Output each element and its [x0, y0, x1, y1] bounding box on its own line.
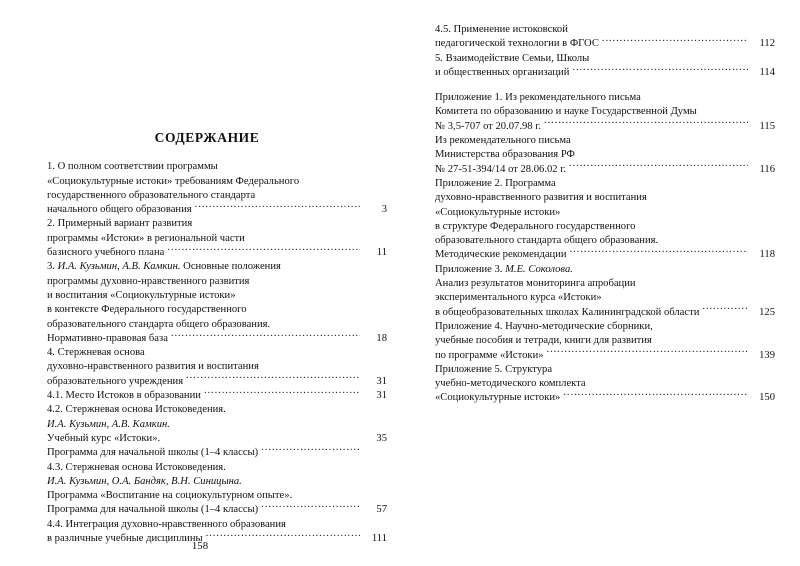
toc-line: [435, 262, 775, 276]
toc-entry-text: Приложение 1. Из рекомендательного письма: [435, 92, 641, 104]
toc-line: [435, 133, 775, 147]
toc-line: [47, 216, 387, 230]
toc-line: [435, 276, 775, 290]
dot-leader: [605, 290, 748, 300]
toc-line: [435, 51, 775, 65]
toc-entry-text: Анализ результатов мониторинга апробации: [435, 278, 636, 290]
dot-leader: [589, 376, 748, 386]
dot-leader: [555, 362, 748, 372]
toc-line: [47, 274, 387, 288]
toc-line: [47, 302, 387, 316]
toc-entry-text: № 27-51-394/14 от 28.06.02 г.: [435, 163, 567, 175]
dot-leader: [639, 276, 748, 286]
toc-entry-text: образовательного стандарта общего образования.: [435, 235, 659, 247]
toc-author-name: И.А. Кузьмин, О.А. Бандяк, В.Н. Синицына.: [47, 475, 242, 487]
toc-entry-text: Программа для начальной школы (1–4 классы): [47, 504, 259, 516]
toc-entry-text: Из рекомендательного письма: [435, 135, 571, 147]
toc-entry-text: учебно-методического комплекта: [435, 378, 586, 390]
toc-line: [47, 417, 387, 431]
page-number: 18: [376, 332, 387, 344]
dot-leader: [644, 90, 748, 100]
dot-leader: [229, 402, 360, 412]
toc-entry-text: в различные учебные дисциплины: [47, 533, 203, 545]
dot-leader: [302, 174, 360, 184]
dot-leader: [258, 188, 360, 198]
toc-entry-text: 4.2. Стержневая основа Истоковедения.: [47, 404, 226, 416]
dot-leader: [245, 474, 360, 484]
toc-entry-text: Приложение 3. М.Е. Соколова.: [435, 263, 573, 275]
toc-entry[interactable]: [435, 133, 775, 176]
dot-leader: [572, 65, 748, 75]
dot-leader: [700, 104, 748, 114]
dot-leader: [261, 502, 360, 512]
toc-entry-text: образовательного стандарта общего образования.: [47, 318, 271, 330]
toc-line: [435, 90, 775, 104]
dot-leader: [661, 233, 748, 243]
dot-leader: [261, 445, 360, 455]
toc-entry-text: базисного учебного плана: [47, 247, 165, 259]
toc-line: [47, 174, 387, 188]
toc-entry-text: начального общего образования: [47, 204, 192, 216]
toc-line: [435, 190, 775, 204]
toc-entry-text: образовательного учреждения: [47, 375, 184, 387]
toc-line: [435, 376, 775, 390]
toc-entry-text: Министерства образования РФ: [435, 149, 575, 161]
toc-entry-text: духовно-нравственного развития и воспитания: [435, 192, 647, 204]
dot-leader: [171, 331, 360, 341]
dot-leader: [578, 147, 748, 157]
toc-line: [47, 359, 387, 373]
toc-entry[interactable]: [47, 259, 387, 345]
toc-line: [435, 305, 775, 319]
toc-entry-text: педагогической технологии в ФГОС: [435, 38, 599, 50]
page-number: 116: [759, 163, 775, 175]
toc-line: [435, 147, 775, 161]
toc-line: [435, 119, 775, 133]
toc-line: [435, 233, 775, 247]
toc-line: [47, 388, 387, 402]
toc-line: [47, 445, 387, 459]
toc-left-entries: [47, 159, 387, 545]
dot-leader: [273, 317, 360, 327]
toc-line: [47, 202, 387, 216]
dot-leader: [250, 302, 360, 312]
dot-leader: [547, 348, 748, 358]
toc-line: [435, 247, 775, 261]
toc-right-column: [435, 22, 775, 405]
page-number: 11: [376, 247, 387, 259]
dot-leader: [148, 345, 360, 355]
toc-line: [47, 488, 387, 502]
toc-line: [47, 288, 387, 302]
toc-line: [435, 348, 775, 362]
toc-entry[interactable]: [435, 176, 775, 262]
toc-right-entries: [435, 22, 775, 405]
toc-entry-text: 4.1. Место Истоков в образовании: [47, 390, 201, 402]
dot-leader: [574, 133, 748, 143]
toc-entry[interactable]: [47, 216, 387, 259]
dot-leader: [576, 262, 748, 272]
toc-entry-text: 4. Стержневая основа: [47, 347, 145, 359]
toc-entry[interactable]: [435, 22, 775, 51]
toc-entry-text: экспериментального курса «Истоки»: [435, 292, 602, 304]
toc-line: [435, 36, 775, 50]
page-number: 118: [759, 249, 775, 261]
toc-entry-text: Программа для начальной школы (1–4 классы): [47, 447, 259, 459]
toc-entry-text: программы «Истоки» в региональной части: [47, 232, 245, 244]
toc-line: [47, 245, 387, 259]
toc-entry-text: государственного образовательного стандарта: [47, 189, 256, 201]
toc-entry-text: Приложение 2. Программа: [435, 177, 556, 189]
toc-entry[interactable]: [47, 159, 387, 216]
toc-line: [47, 231, 387, 245]
page-number: 125: [759, 306, 775, 318]
dot-leader: [195, 216, 360, 226]
toc-line: [435, 104, 775, 118]
toc-entry[interactable]: [435, 319, 775, 362]
dot-leader: [563, 390, 748, 400]
page-folio: 158: [191, 540, 209, 552]
toc-line: [47, 460, 387, 474]
toc-left-column: [47, 130, 387, 545]
toc-entry-text: 3. И.А. Кузьмин, А.В. Камкин. Основные положения: [47, 261, 281, 273]
page-number: 31: [376, 375, 387, 387]
toc-entry-text: Приложение 4. Научно-методические сборники,: [435, 320, 653, 332]
toc-entry-text: учебные пособия и тетради, книги для развития: [435, 335, 652, 347]
toc-entry-text: 1. О полном соответствии программы: [47, 161, 218, 173]
toc-line: [435, 319, 775, 333]
toc-entry[interactable]: [435, 262, 775, 319]
dot-leader: [289, 517, 360, 527]
toc-line: [435, 290, 775, 304]
toc-entry-text: в контексте Федерального государственного: [47, 304, 247, 316]
toc-entry-text: 4.4. Интеграция духовно-нравственного образования: [47, 518, 286, 530]
dot-leader: [204, 388, 360, 398]
dot-leader: [655, 333, 748, 343]
dot-leader: [569, 162, 748, 172]
toc-line: [47, 517, 387, 531]
toc-line: [435, 205, 775, 219]
dot-leader: [284, 259, 360, 269]
toc-entry-text: духовно-нравственного развития и воспитания: [47, 361, 259, 373]
toc-line: [435, 176, 775, 190]
toc-entry-text: 4.5. Применение истоковской: [435, 24, 568, 35]
toc-entry-text: Комитета по образованию и науке Государственной Думы: [435, 106, 697, 118]
toc-line: [435, 219, 775, 233]
toc-line: [47, 402, 387, 416]
toc-line: [47, 259, 387, 273]
dot-leader: [656, 319, 748, 329]
toc-line: [435, 22, 775, 36]
dot-leader: [592, 51, 748, 61]
toc-author-name: И.А. Кузьмин, А.В. Камкин.: [47, 418, 170, 430]
toc-line: [47, 345, 387, 359]
toc-line: [47, 502, 387, 516]
page-number: 114: [759, 66, 775, 78]
dot-leader: [195, 202, 360, 212]
section-gap: [435, 79, 775, 90]
page-number: 57: [376, 504, 387, 516]
toc-author-name: М.Е. Соколова.: [505, 263, 573, 275]
page-number: 139: [759, 349, 775, 361]
toc-entry-text: [47, 475, 242, 488]
toc-entry-text: и воспитания «Социокультурные истоки»: [47, 289, 236, 301]
page-number: 3: [381, 204, 387, 216]
toc-line: [47, 188, 387, 202]
dot-leader: [650, 190, 748, 200]
toc-line: [435, 362, 775, 376]
dot-leader: [559, 176, 748, 186]
page-number: 150: [759, 392, 775, 404]
dot-leader: [221, 159, 360, 169]
toc-entry-text: «Социокультурные истоки»: [435, 392, 561, 404]
toc-entry-text: Приложение 5. Структура: [435, 363, 553, 375]
dot-leader: [163, 431, 360, 441]
heading-spacer: [47, 146, 387, 159]
page-number: 31: [376, 390, 387, 402]
toc-line: [47, 374, 387, 388]
toc-line: [435, 390, 775, 404]
toc-entry-text: № 3,5-707 от 20.07.98 г.: [435, 120, 542, 132]
page-number: 35: [376, 432, 387, 444]
dot-leader: [638, 219, 748, 229]
toc-entry-text: в общеобразовательных школах Калининградской области: [435, 306, 700, 318]
toc-entry-text: 5. Взаимодействие Семьи, Школы: [435, 52, 590, 64]
toc-line: [47, 431, 387, 445]
toc-line: [47, 331, 387, 345]
dot-leader: [702, 305, 748, 315]
dot-leader: [295, 488, 360, 498]
dot-leader: [248, 231, 360, 241]
toc-entry[interactable]: [435, 90, 775, 133]
toc-entry[interactable]: [435, 362, 775, 405]
toc-line: [435, 162, 775, 176]
toc-line: [47, 317, 387, 331]
dot-leader: [186, 374, 360, 384]
dot-leader: [563, 205, 748, 215]
dot-leader: [570, 247, 748, 257]
toc-entry[interactable]: [435, 51, 775, 80]
toc-entry-text: программы духовно-нравственного развития: [47, 275, 250, 287]
toc-entry-text: «Социокультурные истоки»: [435, 206, 561, 218]
toc-entry-text: по программе «Истоки»: [435, 349, 544, 361]
dot-leader: [173, 417, 360, 427]
toc-entry-text: «Социокультурные истоки» требованиям Федерального: [47, 175, 300, 187]
dot-leader: [229, 460, 360, 470]
toc-entry-text: и общественных организаций: [435, 66, 570, 78]
toc-entry-text: Нормативно-правовая база: [47, 332, 168, 344]
page-number: 111: [371, 533, 387, 545]
toc-entry[interactable]: [47, 388, 387, 402]
toc-entry-text: Учебный курс «Истоки».: [47, 432, 161, 444]
toc-line: [47, 474, 387, 488]
dot-leader: [252, 274, 360, 284]
toc-author-name: И.А. Кузьмин, А.В. Камкин.: [57, 261, 181, 273]
toc-line: [435, 65, 775, 79]
toc-entry-text: 2. Примерный вариант развития: [47, 218, 193, 230]
toc-entry[interactable]: [47, 402, 387, 459]
toc-entry-text: 4.3. Стержневая основа Истоковедения.: [47, 461, 226, 473]
page-title: СОДЕРЖАНИЕ: [154, 130, 260, 145]
toc-entry-text: Программа «Воспитание на социокультурном опыте».: [47, 490, 293, 502]
toc-line: [435, 333, 775, 347]
toc-entry[interactable]: [47, 460, 387, 517]
toc-entry-text: [47, 418, 170, 431]
toc-entry-text: Методические рекомендации: [435, 249, 567, 261]
dot-leader: [571, 22, 748, 32]
dot-leader: [239, 288, 361, 298]
dot-leader: [262, 359, 360, 369]
toc-line: [47, 159, 387, 173]
page-number: 115: [759, 120, 775, 132]
toc-entry-text: в структуре Федерального государственного: [435, 220, 636, 232]
page-number: 112: [759, 38, 775, 50]
dot-leader: [602, 36, 748, 46]
toc-entry[interactable]: [47, 345, 387, 388]
dot-leader: [544, 119, 748, 129]
dot-leader: [167, 245, 360, 255]
